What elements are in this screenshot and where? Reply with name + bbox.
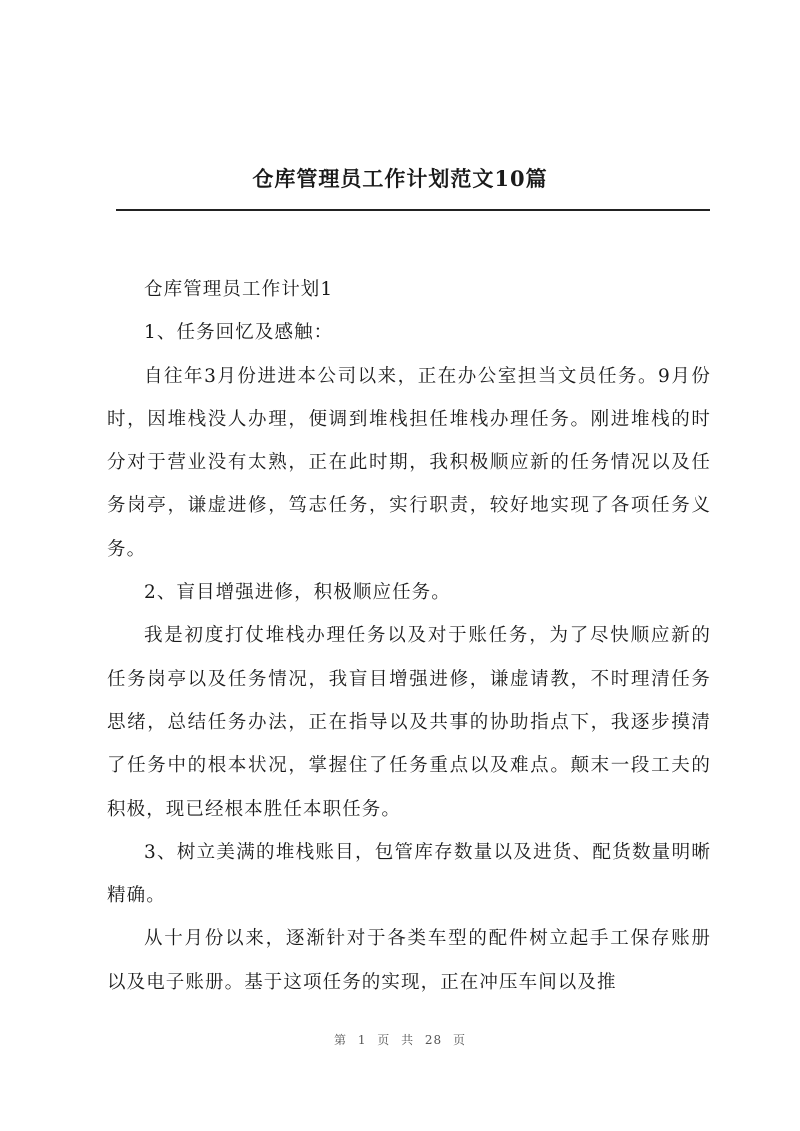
- document-body: [107, 268, 711, 1004]
- paragraph: 从十月份以来，逐渐针对于各类车型的配件树立起手工保存账册以及电子账册。基于这项任务的实现，正在冲压车间以及推: [107, 928, 711, 993]
- paragraph: 1、任务回忆及感触：: [144, 322, 334, 344]
- page-number: 第 1 页 共 28 页: [334, 1033, 466, 1047]
- paragraph: 我是初度打仗堆栈办理任务以及对于账任务，为了尽快顺应新的任务岗亭以及任务情况，我盲目增强进修，谦虚请教，不时理清任务思绪，总结任务办法，正在指导以及共事的协助指点下，我逐步摸清了任务中的根本状况，掌握住了任务重点以及难点。颠末一段工夫的积极，现已经根本胜任本职任务。: [107, 625, 711, 820]
- paragraph: 3、树立美满的堆栈账目，包管库存数量以及进货、配货数量明晰精确。: [107, 841, 711, 907]
- section-heading: 仓库管理员工作计划1: [144, 279, 334, 300]
- paragraph: 自往年3月份进进本公司以来，正在办公室担当文员任务。9月份时，因堆栈没人办理，便调到堆栈担任堆栈办理任务。刚进堆栈的时分对于营业没有太熟，正在此时期，我积极顺应新的任务情况以及任务岗亭，谦虚进修，笃志任务，实行职责，较好地实现了各项任务义务。: [107, 365, 711, 560]
- paragraph: 2、盲目增强进修，积极顺应任务。: [144, 582, 451, 604]
- title-divider: [116, 209, 710, 211]
- document-title: 仓库管理员工作计划范文10篇: [252, 166, 548, 191]
